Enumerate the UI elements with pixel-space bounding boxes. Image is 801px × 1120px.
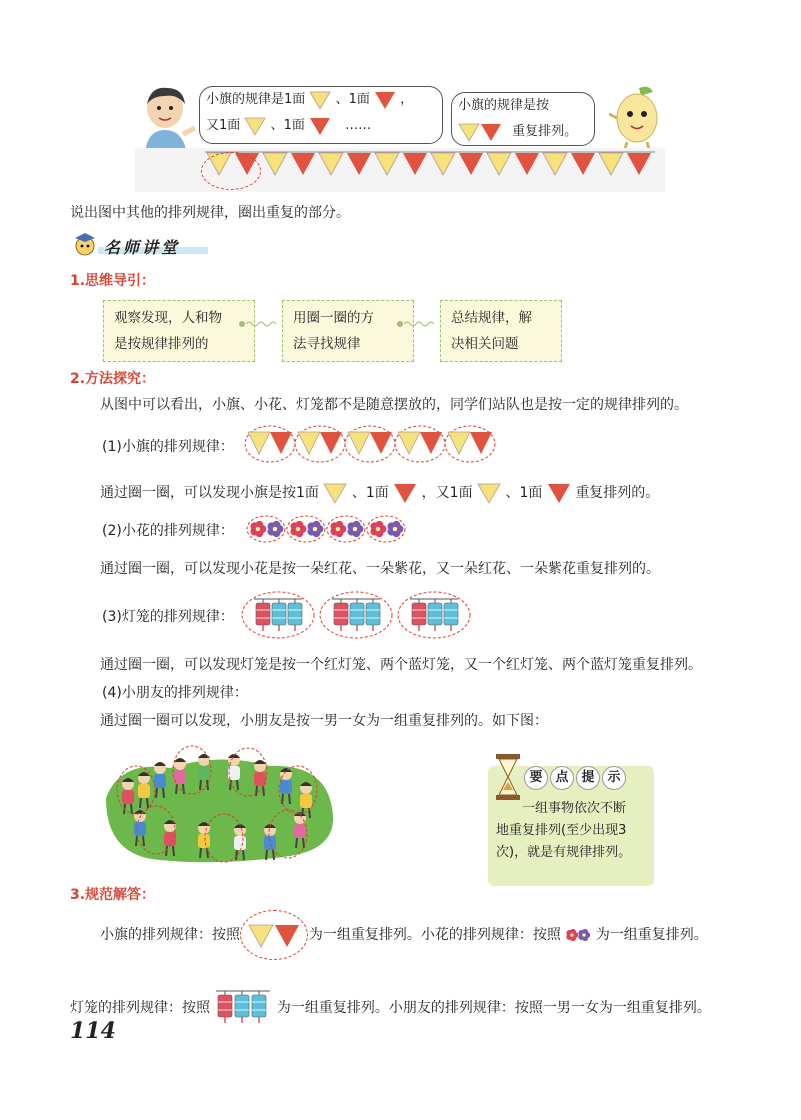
yellow-flag-icon xyxy=(477,482,501,504)
boy-bubble-text: 、1面 xyxy=(270,118,305,133)
flowers-text: 通过圈一圈，可以发现小花是按一朵红花、一朵紫花，又一朵红花、一朵紫花重复排列的。 xyxy=(100,561,660,577)
flags-text xyxy=(100,482,659,504)
boy-figure xyxy=(137,84,197,154)
tip-line: 次)，就是有规律排列。 xyxy=(496,845,632,860)
children-circle-illustration xyxy=(100,738,340,868)
red-flag xyxy=(370,432,392,454)
flowers-label: (2)小花的排列规律： xyxy=(102,523,234,539)
child-body xyxy=(122,790,134,804)
lantern-body xyxy=(235,995,249,1017)
circled-flag-pair xyxy=(395,426,445,462)
top-illustration xyxy=(135,82,665,192)
boy-bubble-text: 又1面 xyxy=(206,118,241,133)
flower-center xyxy=(313,527,317,531)
child-body xyxy=(134,822,146,836)
flower-center xyxy=(376,527,380,531)
tip-title xyxy=(524,766,626,790)
red-flag xyxy=(470,432,492,454)
tip-line: 一组事物依次不断 xyxy=(522,801,627,816)
flower-center xyxy=(273,527,277,531)
tip-line: 地重复排列(至少出现3 xyxy=(496,823,627,838)
lantern-body xyxy=(272,603,286,625)
tip-title-char: 要 xyxy=(524,766,548,790)
boy-bubble-text: …… xyxy=(345,118,372,133)
yellow-flag xyxy=(298,432,320,454)
lantern-label: (3)灯笼的排列规律： xyxy=(102,609,234,625)
teacher-icon xyxy=(72,232,98,258)
boy-bubble-text: ， xyxy=(400,92,414,107)
red-flag xyxy=(270,432,292,454)
answer-line-2 xyxy=(70,988,711,1028)
flower-center xyxy=(256,527,260,531)
lantern-body xyxy=(288,603,302,625)
lanterns-row xyxy=(240,590,480,640)
child-hair xyxy=(174,758,186,762)
section-badge-text: 名师讲堂 xyxy=(104,238,181,257)
lantern-body xyxy=(252,995,266,1017)
circled-flag-pair xyxy=(245,426,295,462)
boy-speech-bubble xyxy=(199,86,443,144)
answer-text: 为一组重复排列。小花的排列规律：按照 xyxy=(308,927,561,943)
child-body xyxy=(198,834,210,848)
circled-flag-pair xyxy=(345,426,395,462)
s2-heading: 2.方法探究： xyxy=(70,371,156,387)
flags-row xyxy=(242,424,498,466)
lantern-body xyxy=(428,603,442,625)
yellow-flag xyxy=(348,432,370,454)
flow-box-1 xyxy=(103,300,255,362)
flower-center xyxy=(393,527,397,531)
circled-flag-pair xyxy=(445,426,495,462)
mascot-speech-bubble xyxy=(451,92,595,146)
child-body xyxy=(154,774,166,788)
flow-arrow xyxy=(396,318,440,330)
lantern-body xyxy=(366,603,380,625)
flower-center xyxy=(571,933,574,936)
yellow-flag xyxy=(448,432,470,454)
tip-title-char: 点 xyxy=(550,766,574,790)
red-flag xyxy=(320,432,342,454)
red-flag-icon xyxy=(480,122,502,142)
s1-heading: 1.思维导引： xyxy=(70,273,156,289)
yellow-flag-icon xyxy=(323,482,347,504)
red-flag-icon xyxy=(393,482,417,504)
child-hair xyxy=(154,762,166,766)
kids-label: (4)小朋友的排列规律： xyxy=(102,685,248,701)
flags-text-part: ，又1面 xyxy=(421,485,473,501)
lantern-group-icon xyxy=(214,988,272,1028)
s2-intro: 从图中可以看出，小旗、小花、灯笼都不是随意摆放的，同学们站队也是按一定的规律排列的。 xyxy=(100,397,688,413)
flow-box-text: 用圈一圈的方 xyxy=(293,310,374,326)
section-badge xyxy=(72,232,212,258)
mascot-figure xyxy=(609,84,665,158)
yellow-flag xyxy=(398,432,420,454)
yellow-flag-icon xyxy=(309,90,331,110)
child-body xyxy=(138,784,150,798)
answer-text: 灯笼的排列规律：按照 xyxy=(70,1000,210,1016)
flow-box-3 xyxy=(440,300,562,362)
flow-arrow xyxy=(238,318,282,330)
circled-flag-group xyxy=(201,152,261,190)
flower-center xyxy=(583,933,586,936)
red-flag-icon xyxy=(547,482,571,504)
circled-flag-pair xyxy=(295,426,345,462)
flow-box-2 xyxy=(282,300,414,362)
red-flag-icon xyxy=(374,90,396,110)
child-body xyxy=(164,832,176,846)
red-flag-icon xyxy=(309,116,331,136)
child-hair xyxy=(228,754,240,758)
flags-label: (1)小旗的排列规律： xyxy=(102,439,234,455)
flags-text-part: 、1面 xyxy=(505,485,543,501)
child-body xyxy=(300,794,312,808)
lantern-body xyxy=(412,603,426,625)
page-number: 114 xyxy=(70,1018,116,1044)
yellow-flag-icon xyxy=(458,122,480,142)
tip-box xyxy=(488,766,654,886)
answer-text: 为一组重复排列。小朋友的排列规律：按照一男一女为一组重复排列。 xyxy=(276,1000,711,1016)
kids-text: 通过圈一圈可以发现，小朋友是按一男一女为一组重复排列的。如下图： xyxy=(100,713,548,729)
child-body xyxy=(294,824,306,838)
flow-box-text: 法寻找规律 xyxy=(293,336,361,352)
lantern-text: 通过圈一圈，可以发现灯笼是按一个红灯笼、两个蓝灯笼，又一个红灯笼、两个蓝灯笼重复排列。 xyxy=(100,657,702,673)
answer-text: 为一组重复排列。 xyxy=(595,927,708,943)
child-body xyxy=(234,836,246,850)
boy-bubble-text: 小旗的规律是1面 xyxy=(206,92,306,107)
answer-line-1 xyxy=(100,924,708,946)
child-body xyxy=(264,836,276,850)
flow-box-text: 决相关问题 xyxy=(451,336,519,352)
flow-box-text: 是按规律排列的 xyxy=(114,336,209,352)
lantern-body xyxy=(218,995,232,1017)
flags-text-part: 重复排列的。 xyxy=(575,485,660,501)
child-body xyxy=(198,766,210,780)
flower-pair-icon xyxy=(565,928,591,942)
flow-box-text: 观察发现，人和物 xyxy=(114,310,222,326)
child-body xyxy=(280,780,292,794)
flower-center xyxy=(296,527,300,531)
boy-bubble-text: 、1面 xyxy=(335,92,370,107)
mascot-bubble-text: 重复排列。 xyxy=(512,124,578,139)
flower-center xyxy=(353,527,357,531)
tip-title-char: 示 xyxy=(602,766,626,790)
yellow-flag xyxy=(248,432,270,454)
answer-text: 小旗的排列规律：按照 xyxy=(100,927,240,943)
lantern-body xyxy=(256,603,270,625)
red-flag xyxy=(420,432,442,454)
flowers-row xyxy=(244,514,410,544)
flags-text-part: 通过圈一圈，可以发现小旗是按1面 xyxy=(100,485,319,501)
flow-box-text: 总结规律，解 xyxy=(451,310,532,326)
lantern-body xyxy=(444,603,458,625)
flower-center xyxy=(336,527,340,531)
flags-text-part: 、1面 xyxy=(351,485,389,501)
tip-title-char: 提 xyxy=(576,766,600,790)
instruction-text: 说出图中其他的排列规律，圈出重复的部分。 xyxy=(70,205,350,221)
answer-flag-pair xyxy=(244,924,304,946)
yellow-flag-icon xyxy=(244,116,266,136)
lantern-body xyxy=(350,603,364,625)
s3-heading: 3.规范解答： xyxy=(70,887,156,903)
hourglass-icon xyxy=(496,754,520,800)
mascot-bubble-text: 小旗的规律是按 xyxy=(458,98,550,113)
lantern-body xyxy=(334,603,348,625)
